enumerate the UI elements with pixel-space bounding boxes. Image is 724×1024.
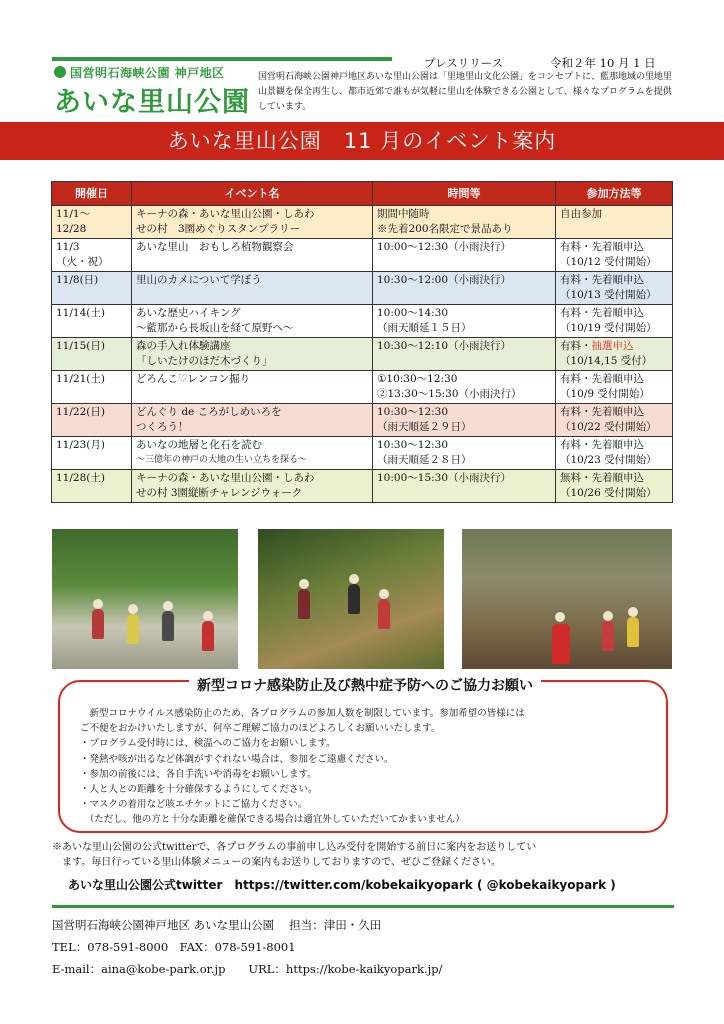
person-head xyxy=(628,607,638,617)
event-time-sub: ②13:30〜15:30（小雨決行） xyxy=(377,388,522,400)
footnote-line: ます。毎日行っている里山体験メニューの案内もお送りしておりますので、ぜひご登録ください。 xyxy=(52,857,501,868)
table-row xyxy=(52,272,673,305)
notice-line: ・参加の前後には、各自手洗いや消毒をお願いします。 xyxy=(80,768,317,780)
contact-org: 国営明石海峡公園神戸地区 あいな里山公園 担当：津田・久田 xyxy=(52,918,382,932)
person-figure xyxy=(127,614,139,644)
table-row xyxy=(52,338,673,371)
event-time-sub: ※先着200名限定で景品あり xyxy=(377,223,513,235)
person-head xyxy=(93,599,103,609)
event-method-sub: （10/22 受付開始） xyxy=(560,421,657,433)
person-head xyxy=(379,589,389,599)
event-date: 11/28(土) xyxy=(56,472,105,484)
event-name: あいな里山 おもしろ植物観察会 xyxy=(136,241,294,253)
event-time: 10:30〜12:30 xyxy=(377,406,449,418)
event-date-sub: （火・祝） xyxy=(56,256,109,268)
event-date: 11/8(日) xyxy=(56,274,99,286)
event-time: 10:00〜15:30（小雨決行） xyxy=(377,472,512,484)
event-name: 森の手入れ体験講座 xyxy=(136,340,231,352)
table-row xyxy=(52,371,673,404)
event-name: どんぐり de ころがしめいろを xyxy=(136,406,282,418)
footnote-line: ※あいな里山公園の公式twitterで、各プログラムの事前申し込み受付を開始する前日に案内をお送りしてい xyxy=(52,842,537,853)
event-date: 11/14(土) xyxy=(56,307,105,319)
person-head xyxy=(128,604,138,614)
event-time: 期間中随時 xyxy=(377,208,430,220)
event-name: あいな歴史ハイキング xyxy=(136,307,241,319)
photo-forest-work xyxy=(258,529,444,669)
event-time: ①10:30〜12:30 xyxy=(377,373,458,385)
person-figure xyxy=(552,624,570,664)
event-name: あいなの地層と化石を読む xyxy=(136,439,262,451)
event-method-sub: （10/14,15 受付） xyxy=(560,355,653,367)
event-time-sub: （雨天順延１５日） xyxy=(377,322,472,334)
twitter-footnote xyxy=(52,840,682,870)
event-name-sub: 「しいたけのほだ木づくり」 xyxy=(136,355,273,367)
person-figure xyxy=(378,599,390,629)
org-name: 国営明石海峡公園 神戸地区 xyxy=(70,66,225,80)
notice-line: ・人と人との距離を十分確保するようにしてください。 xyxy=(80,784,318,796)
person-head xyxy=(163,601,173,611)
person-figure xyxy=(627,617,639,647)
notice-box xyxy=(58,680,668,833)
event-method: 有料・先着順申込 xyxy=(560,406,644,418)
event-date-sub: 12/28 xyxy=(56,223,87,235)
lottery-label: 抽選申込 xyxy=(591,340,634,352)
table-row xyxy=(52,437,673,470)
person-figure xyxy=(348,584,360,614)
footer-rule xyxy=(52,905,674,908)
contact-phone: TEL：078-591-8000 FAX：078-591-8001 xyxy=(52,940,296,954)
event-method: 無料・先着順申込 xyxy=(560,472,644,484)
event-method-sub: （10/19 受付開始） xyxy=(560,322,657,334)
photo-forest-walk xyxy=(462,529,672,669)
intro-text: 国営明石海峡公園神戸地区あいな里山公園は「里地里山文化公園」をコンセプトに、藍那地域の里地里山景観を保全再生し、都市近郊で誰もが気軽に里山を体験できる公園として、様々なプログラムを提供しています。 xyxy=(258,72,673,112)
person-figure xyxy=(162,611,174,641)
person-head xyxy=(299,579,309,589)
event-method-sub: （10/13 受付開始） xyxy=(560,289,657,301)
person-head xyxy=(203,611,213,621)
person-head xyxy=(555,612,565,622)
notice-line: （ただし、他の方と十分な距離を確保できる場合は適宜外していただいてかまいません） xyxy=(80,814,465,826)
contact-email-url[interactable]: E-mail：aina@kobe-park.or.jp URL：https://kobe-kaikyopark.jp/ xyxy=(52,962,443,976)
event-name-sub: 〜三億年の神戸の大地の生い立ちを探る〜 xyxy=(136,455,308,465)
event-method xyxy=(560,339,668,354)
col-header-time: 時間等 xyxy=(373,182,556,206)
header-rule xyxy=(52,57,392,61)
event-time: 10:00〜14:30 xyxy=(377,307,449,319)
twitter-link[interactable]: あいな里山公園公式twitter https://twitter.com/kobekaikyopark ( @kobekaikyopark ) xyxy=(68,878,616,892)
notice-title: 新型コロナ感染防止及び熱中症予防へのご協力お願い xyxy=(189,678,541,694)
event-method-sub: （10/26 受付開始） xyxy=(560,487,657,499)
table-row xyxy=(52,404,673,437)
event-method-sub: （10/9 受付開始） xyxy=(560,388,650,400)
notice-line: ・発熱や咳が出るなど体調がすぐれない場合は、参加をご遠慮ください。 xyxy=(80,753,394,765)
table-header-row xyxy=(52,182,673,206)
event-time-sub: （雨天順延２９日） xyxy=(377,421,472,433)
table-row xyxy=(52,206,673,239)
table-row xyxy=(52,305,673,338)
event-name: 里山のカメについて学ぼう xyxy=(136,274,262,286)
page-title: あいな里山公園 11 月のイベント案内 xyxy=(0,122,724,160)
event-name-sub: つくろう！ xyxy=(136,421,189,433)
event-name: どろんこ♡レンコン掘り xyxy=(136,373,251,385)
event-date: 11/22(日) xyxy=(56,406,105,418)
event-method: 自由参加 xyxy=(560,208,602,220)
event-time: 10:30〜12:10（小雨決行） xyxy=(377,340,512,352)
event-table xyxy=(51,181,673,503)
park-emblem-icon xyxy=(54,66,66,78)
fee-label: 有料・ xyxy=(560,340,592,352)
event-method: 有料・先着順申込 xyxy=(560,307,644,319)
col-header-method: 参加方法等 xyxy=(556,182,673,206)
event-method: 有料・先着順申込 xyxy=(560,439,644,451)
table-row xyxy=(52,470,673,503)
col-header-event: イベント名 xyxy=(132,182,373,206)
notice-body xyxy=(80,706,525,828)
person-head xyxy=(603,611,613,621)
event-name-sub: せの村 3園縦断チャレンジウォーク xyxy=(136,487,303,499)
person-figure xyxy=(602,621,614,651)
person-head xyxy=(349,574,359,584)
notice-line: ご不便をおかけいたしますが、何卒ご理解ご協力のほどよろしくお願いいたします。 xyxy=(80,723,441,735)
person-figure xyxy=(298,589,310,619)
event-name: キーナの森・あいな里山公園・しあわ xyxy=(136,208,315,220)
event-time: 10:30〜12:30 xyxy=(377,439,449,451)
event-name: キーナの森・あいな里山公園・しあわ xyxy=(136,472,315,484)
event-method: 有料・先着順申込 xyxy=(560,274,644,286)
event-method: 有料・先着順申込 xyxy=(560,373,644,385)
park-logo: あいな里山公園 xyxy=(54,87,250,118)
event-date: 11/21(土) xyxy=(56,373,105,385)
event-name-sub: 〜藍那から長坂山を経て原野へ〜 xyxy=(136,322,294,334)
event-method-sub: （10/23 受付開始） xyxy=(560,454,657,466)
press-release-label: プレスリリース xyxy=(424,56,504,70)
event-time: 10:00〜12:30（小雨決行） xyxy=(377,241,512,253)
notice-line: 新型コロナウイルス感染防止のため、各プログラムの参加人数を制限しています。参加希望の皆様には xyxy=(80,708,525,719)
col-header-date: 開催日 xyxy=(52,182,132,206)
event-date: 11/1〜 xyxy=(56,208,91,220)
notice-line: ・マスクの着用など咳エチケットにご協力ください。 xyxy=(80,799,308,811)
person-figure xyxy=(92,609,104,639)
person-figure xyxy=(202,621,214,651)
photo-hiking-group xyxy=(52,529,238,669)
event-date: 11/23(月) xyxy=(56,439,105,451)
table-row xyxy=(52,239,673,272)
event-date: 11/3 xyxy=(56,241,80,253)
event-name-sub: せの村 3園めぐりスタンプラリー xyxy=(136,223,301,235)
event-date: 11/15(日) xyxy=(56,340,105,352)
event-method-sub: （10/12 受付開始） xyxy=(560,256,657,268)
event-method: 有料・先着順申込 xyxy=(560,241,644,253)
event-time-sub: （雨天順延２８日） xyxy=(377,454,472,466)
notice-line: ・プログラム受付時には、検温へのご協力をお願いします。 xyxy=(80,738,336,750)
event-time: 10:30〜12:00（小雨決行） xyxy=(377,274,512,286)
release-date: 令和２年 10 月 1 日 xyxy=(550,56,656,70)
